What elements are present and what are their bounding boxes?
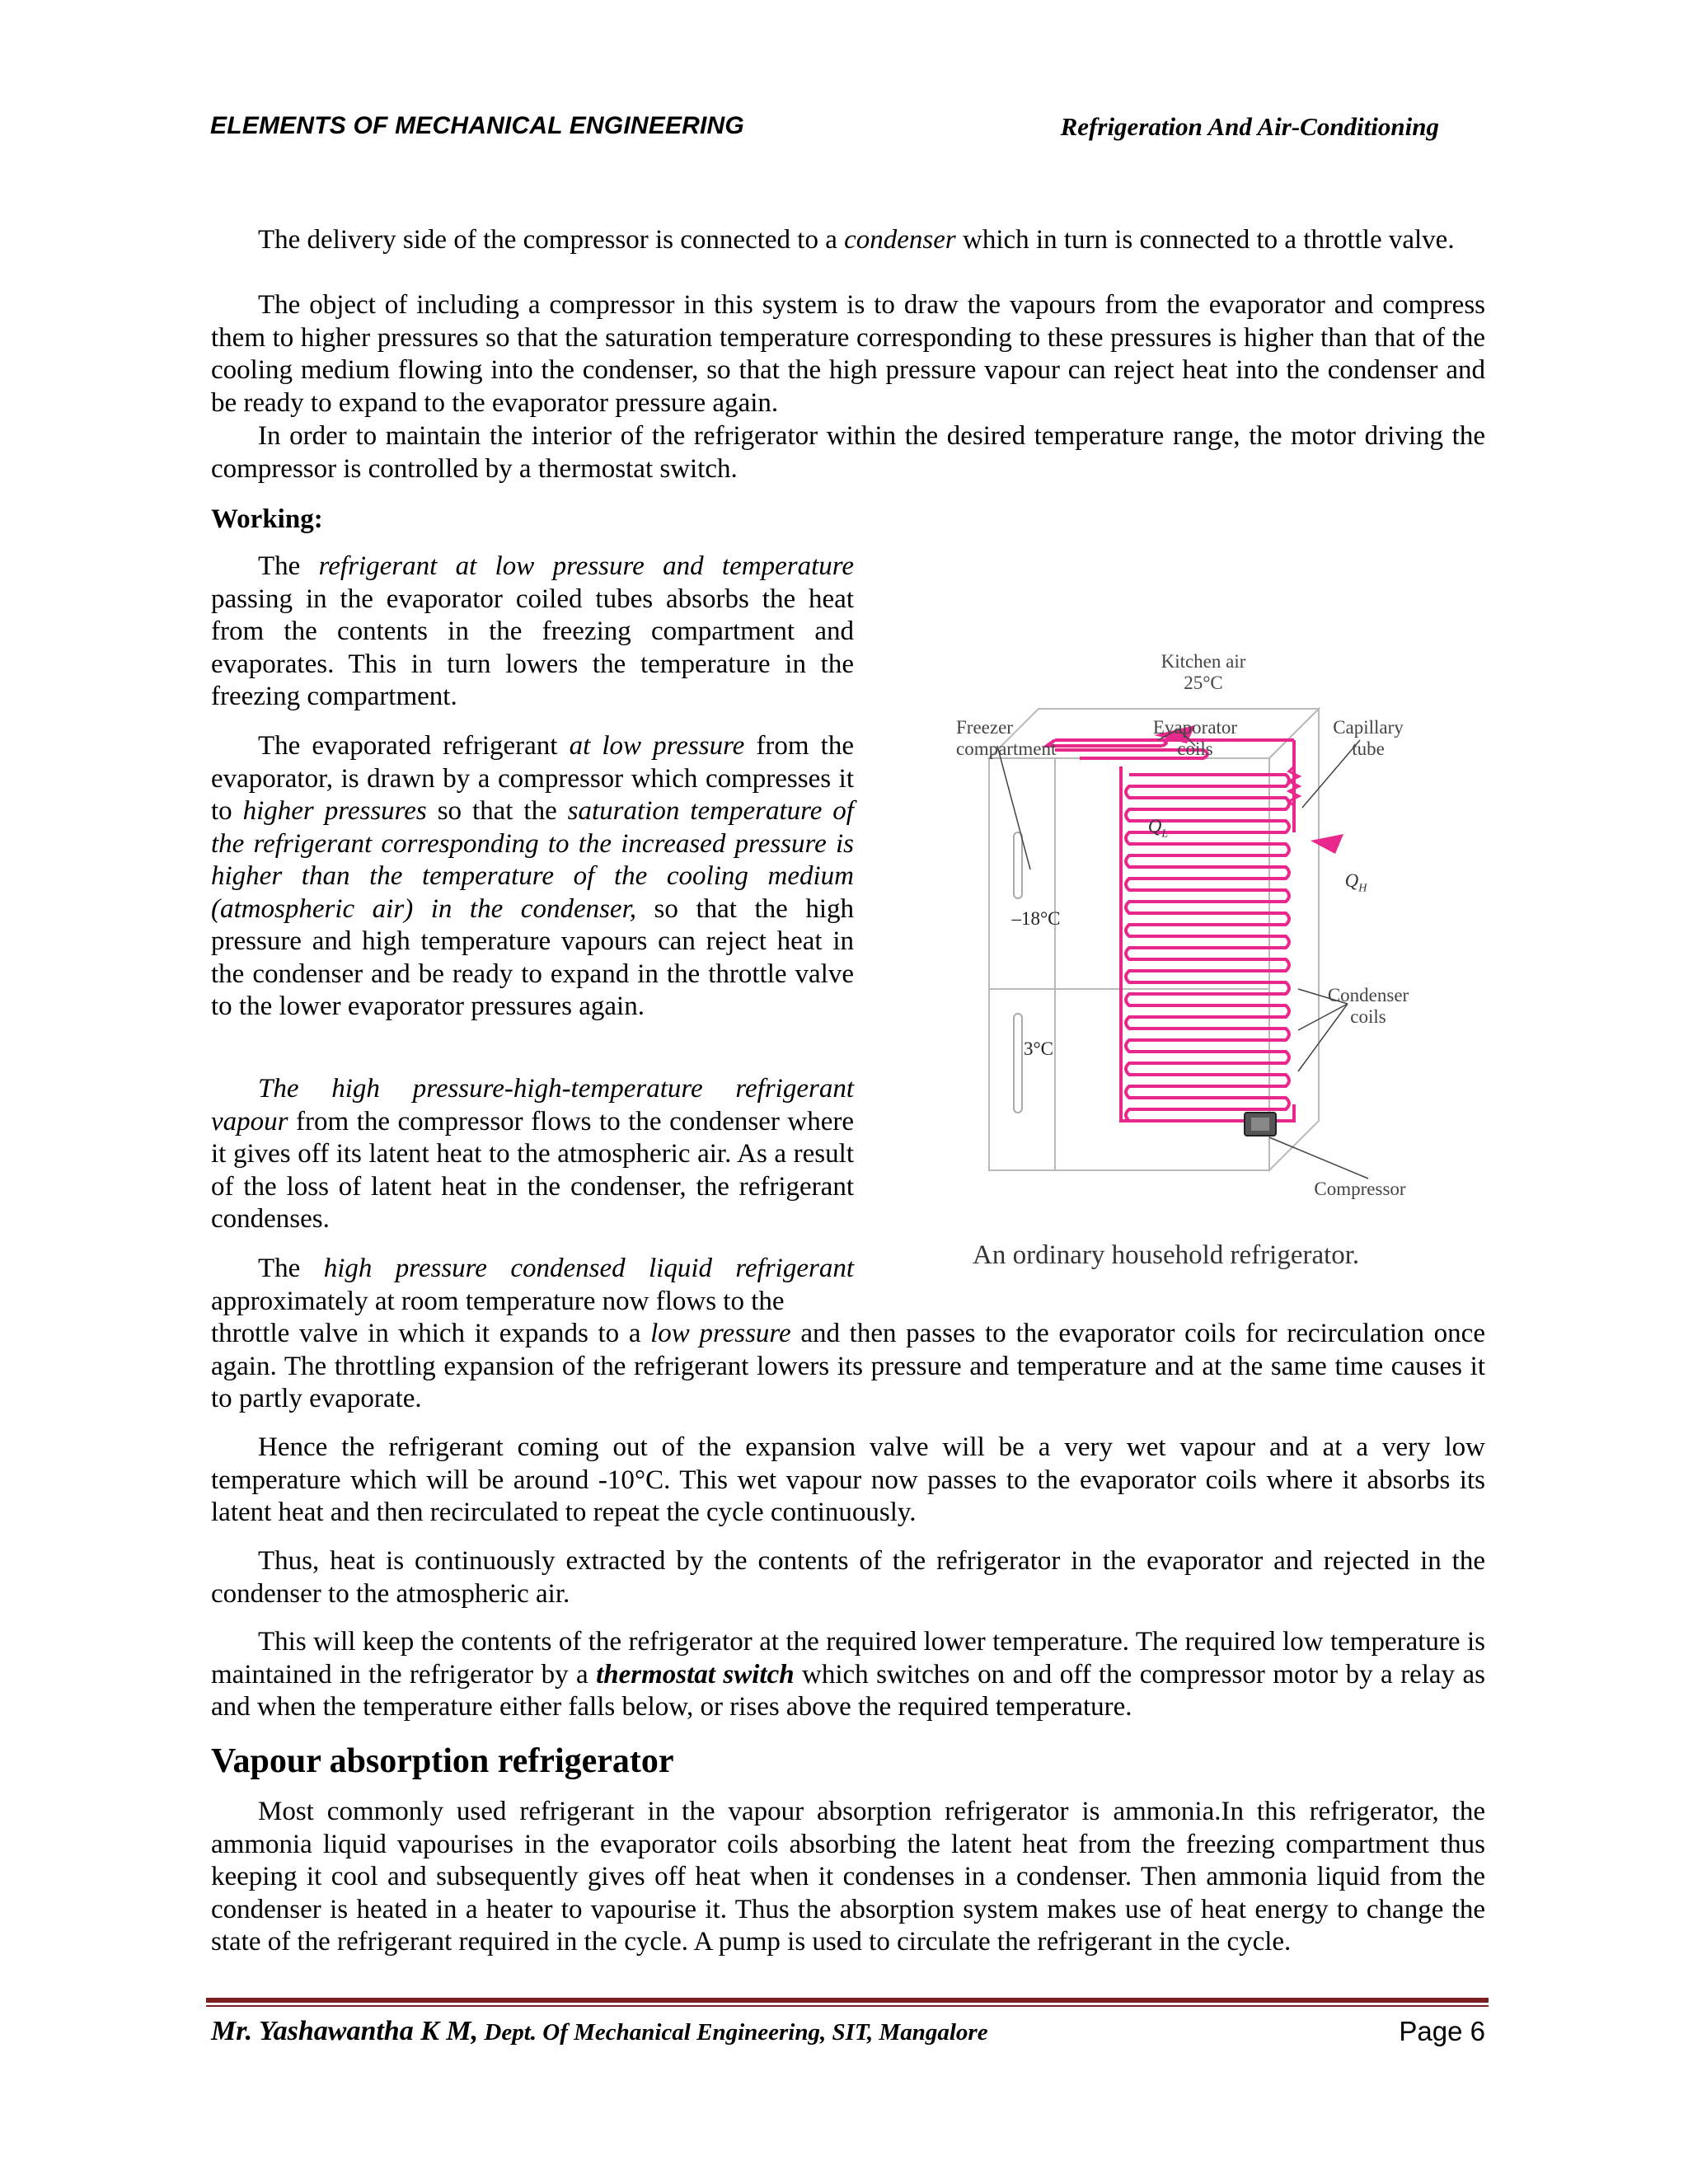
label-fridge-temperature: 3°C	[1023, 1038, 1054, 1059]
section-heading: Vapour absorption refrigerator	[211, 1742, 674, 1780]
working-paragraph-4a: The high pressure condensed liquid refrigerant approximately at room temperature now flows to the	[211, 1254, 854, 1316]
label-heat-out: $Q_H$	[1344, 870, 1367, 895]
refrigerator-figure	[956, 643, 1434, 1286]
label-freezer-temperature: –18°C	[1011, 908, 1061, 929]
label-heat-in: $Q_L$	[1147, 816, 1169, 841]
working-paragraph-5: Hence the refrigerant coming out of the expansion valve will be a very wet vapour and at a very low temperature which will be around -10°C. This wet vapour now passes to the evaporator coils where it absorbs its latent heat and then recirculated to repeat the cycle continuously.	[211, 1432, 1485, 1527]
footer-divider	[206, 1998, 1489, 2003]
label-capillary-tube: Capillary tube	[1333, 717, 1404, 759]
running-header-chapter: Refrigeration And Air-Conditioning	[1060, 112, 1439, 141]
page-number: Page 6	[1399, 2016, 1485, 2046]
label-condenser-coils: Condenser coils	[1327, 985, 1409, 1027]
figure-caption: An ordinary household refrigerator.	[973, 1240, 1360, 1270]
running-header-title: ELEMENTS OF MECHANICAL ENGINEERING	[210, 112, 744, 139]
working-paragraph-1: The refrigerant at low pressure and temperature passing in the evaporator coiled tubes absorbs the heat from the contents in the freezing compartment and evaporates. This in turn lowers the temperature in the freezing compartment.	[211, 551, 855, 711]
working-heading: Working:	[211, 504, 323, 534]
working-paragraph-7: This will keep the contents of the refrigerator at the required lower temperature. The required low temperature is maintained in the refrigerator by a thermostat switch which switches on and off the compressor motor by a relay as and when the temperature either falls below, or rises above the required temperature.	[211, 1627, 1485, 1722]
working-paragraph-6: Thus, heat is continuously extracted by the contents of the refrigerator in the evaporator and rejected in the condenser to the atmospheric air.	[211, 1546, 1485, 1609]
footer-author: Mr. Yashawantha K M, Dept. Of Mechanical Engineering, SIT, Mangalore	[211, 2016, 988, 2046]
fridge-door-handle	[1014, 1014, 1022, 1113]
heat-out-arrow-icon	[1311, 834, 1343, 854]
section-paragraph-1: Most commonly used refrigerant in the vapour absorption refrigerator is ammonia.In this refrigerator, the ammonia liquid vapourises in the evaporator coils absorbing the latent heat from the freezing compartment thus keeping it cool and subsequently gives off heat when it condenses in a condenser. Then ammonia liquid from the condenser is heated in a heater to vapourise it. Thus the absorption system makes use of heat energy to change the state of the refrigerant required in the cycle. A pump is used to circulate the refrigerant in the cycle.	[211, 1797, 1485, 1957]
cabinet-outline	[989, 709, 1319, 1170]
label-evaporator-coils: Evaporator coils	[1152, 717, 1238, 759]
freezer-door-handle	[1014, 832, 1022, 898]
intro-paragraph-3: In order to maintain the interior of the refrigerator within the desired temperature range, the motor driving the compressor is controlled by a thermostat switch.	[211, 421, 1485, 484]
working-paragraph-2: The evaporated refrigerant at low pressure from the evaporator, is drawn by a compressor which compresses it to higher pressures so that the saturation temperature of the refrigerant corresponding to the increased pressure is higher than the temperature of the cooling medium (atmospheric air) in the condenser, so that the high pressure and high temperature vapours can reject heat in the condenser and be ready to expand in the throttle valve to the lower evaporator pressures again.	[211, 731, 854, 1021]
label-compressor: Compressor	[1314, 1179, 1406, 1199]
label-kitchen-air: Kitchen air 25°C	[1160, 651, 1246, 693]
working-paragraph-3: The high pressure-high-temperature refrigerant vapour from the compressor flows to the condenser where it gives off its latent heat to the atmospheric air. As a result of the loss of latent heat in the condenser, the refrigerant condenses.	[211, 1074, 854, 1234]
footer-divider-thin	[206, 2005, 1489, 2007]
intro-paragraph-2: The object of including a compressor in this system is to draw the vapours from the evaporator and compress them to higher pressures so that the saturation temperature corresponding to these pressures is higher than that of the cooling medium flowing into the condenser, so that the high pressure vapour can reject heat into the condenser and be ready to expand to the evaporator pressure again.	[211, 290, 1485, 418]
working-paragraph-4b: throttle valve in which it expands to a low pressure and then passes to the evaporator coils for recirculation once again. The throttling expansion of the refrigerant lowers its pressure and temperature and at the same time causes it to partly evaporate.	[211, 1319, 1485, 1413]
label-freezer-compartment: Freezer compartment	[956, 717, 1057, 759]
compressor-body-icon	[1251, 1118, 1269, 1131]
intro-paragraph-1: The delivery side of the compressor is connected to a condenser which in turn is connected to a throttle valve.	[258, 225, 1455, 255]
